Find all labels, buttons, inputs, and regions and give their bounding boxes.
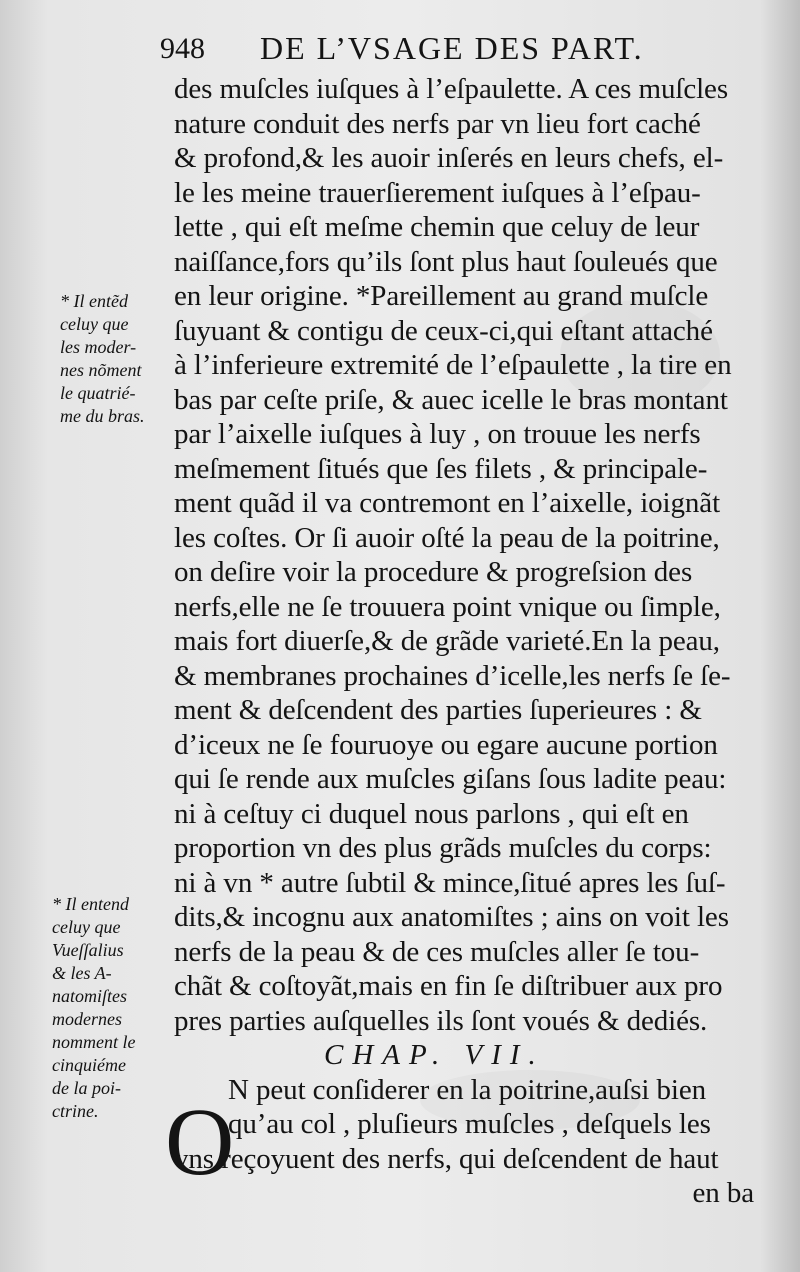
margin-note-line: ctrine. [52,1101,99,1121]
margin-note-line: modernes [52,1009,122,1029]
margin-note-line: celuy que [60,314,129,334]
text-line: qui ſe rende aux muſcles giſans ſous ladite peau: [174,763,727,795]
margin-note-line: & les A- [52,963,112,983]
text-line: bas par ceſte priſe, & auec icelle le bras montant [174,383,728,416]
text-line: ni à vn * autre ſubtil & mince,ſitué apres les ſuſ- [174,866,726,899]
text-line: & profond,& les auoir inſerés en leurs chefs, el- [174,142,724,174]
text-line: meſmement ſitués que ſes filets , & principale- [174,452,708,485]
text-line: dits,& incognu aux anatomiſtes ; ains on voit les [174,901,729,933]
text-line: chãt & coſtoyãt,mais en fin ſe diſtribuer aux pro [174,970,723,1002]
chapter-heading: CHAP. VII. [324,1039,545,1071]
drop-cap-initial: O [165,1088,235,1195]
margin-note-line: Vueſſalius [52,940,124,960]
margin-note-2 [52,893,162,1123]
margin-note-line: celuy que [52,917,121,937]
text-line: nerfs,elle ne ſe trouuera point vnique ou ſimple, [174,590,721,623]
text-line: nature conduit des nerfs par vn lieu fort caché [174,107,701,140]
margin-note-line: nes nõment [60,360,142,380]
text-line: vns reçoyuent des nerfs, qui deſcendent de haut [174,1142,719,1175]
margin-note-line: nomment le [52,1032,136,1052]
running-title: DE L’VSAGE DES PART. [260,30,644,66]
margin-note-line: les moder- [60,337,137,357]
margin-note-line: le quatrié- [60,383,136,403]
text-line: proportion vn des plus grãds muſcles du corps: [174,832,712,864]
main-text-block [174,72,764,1211]
page-header [150,26,770,76]
margin-note-line: cinquiéme [52,1055,126,1075]
text-line: à l’inferieure extremité de l’eſpaulette , la tire en [174,349,732,381]
catchword: en ba [692,1177,754,1209]
text-line: pres parties auſquelles ils ſont voués & dediés. [174,1004,708,1037]
text-line: nerfs de la peau & de ces muſcles aller ſe tou- [174,935,700,968]
text-line: lette , qui eſt meſme chemin que celuy de leur [174,211,700,243]
text-line: par l’aixelle iuſques à luy , on trouue les nerfs [174,418,701,450]
margin-note-line: de la poi- [52,1078,121,1098]
text-line: ment quãd il va contremont en l’aixelle, ioignãt [174,487,721,519]
text-line: le les meine trauerſierement iuſques à l’eſpau- [174,176,701,209]
text-line: d’iceux ne ſe fouruoye ou egare aucune portion [174,728,718,761]
margin-note-line: * Il entend [52,894,129,914]
margin-note-line: natomiſtes [52,986,127,1006]
text-line: ni à ceſtuy ci duquel nous parlons , qui eſt en [174,797,689,830]
text-line: en leur origine. *Pareillement au grand muſcle [174,280,709,312]
text-line: naiſſance,fors qu’ils ſont plus haut ſouleués que [174,245,718,278]
text-line: les coſtes. Or ſi auoir oſté la peau de la poitrine, [174,521,720,554]
text-line: ment & deſcendent des parties ſuperieures : & [174,694,702,726]
page-number: 948 [160,32,205,65]
margin-note-line: * Il entẽd [60,291,128,311]
text-line: des muſcles iuſques à l’eſpaulette. A ces muſcles [174,73,729,105]
margin-note-line: me du bras. [60,406,145,426]
text-line: qu’au col , pluſieurs muſcles , deſquels les [228,1108,711,1140]
text-line: ſuyuant & contigu de ceux-ci,qui eſtant attaché [174,314,713,347]
text-line: mais fort diuerſe,& de grãde varieté.En la peau, [174,625,720,657]
margin-note-1 [60,290,170,428]
chapter-first-line: N peut conſiderer en la poitrine,auſsi bien [228,1073,707,1106]
text-line: & membranes prochaines d’icelle,les nerfs ſe ſe- [174,659,731,692]
text-line: on deſire voir la procedure & progreſsion des [174,556,693,588]
